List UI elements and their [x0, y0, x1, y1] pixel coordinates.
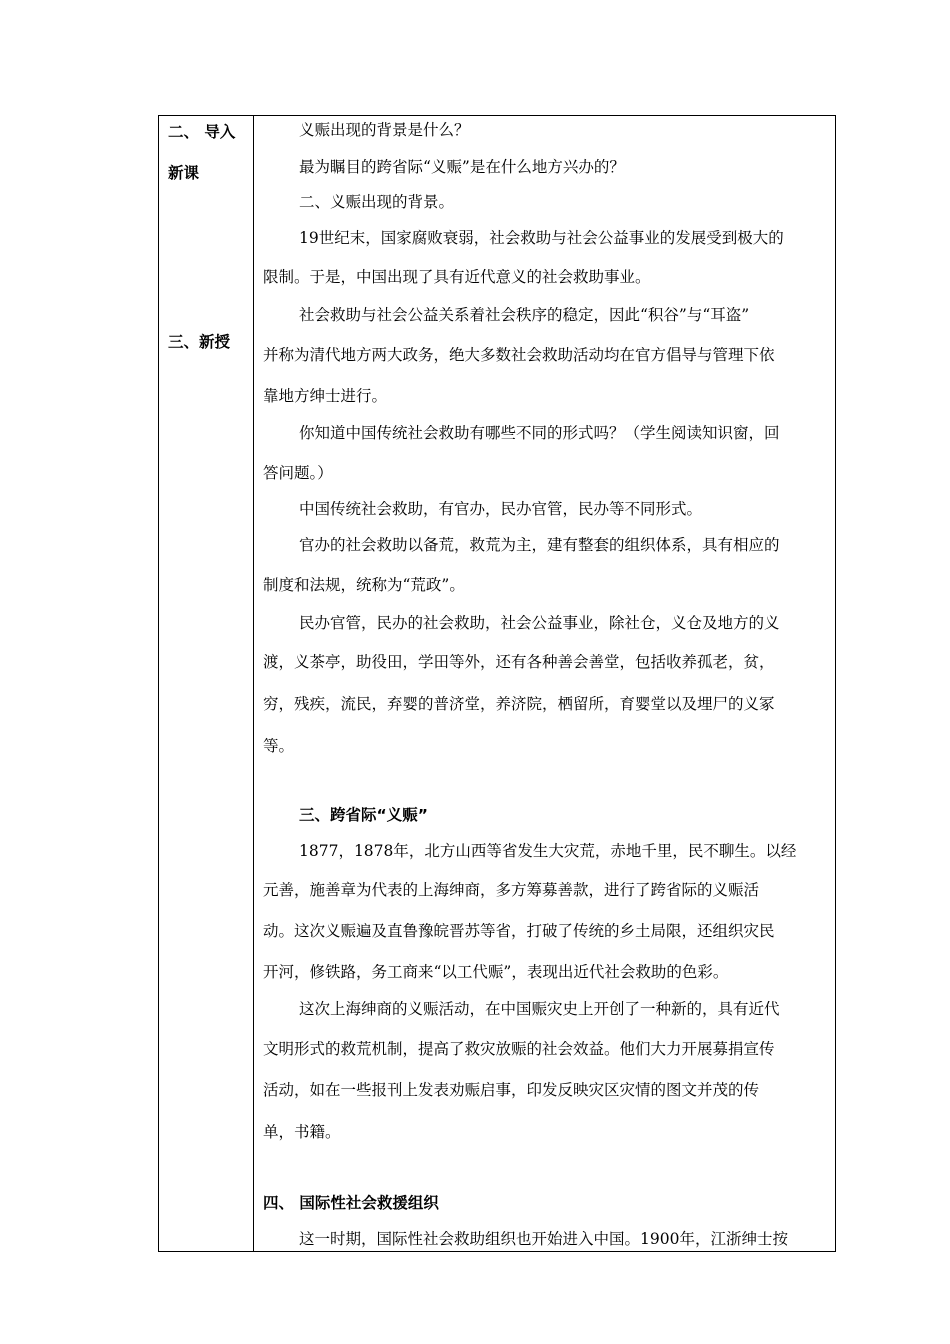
- text-line: 渡，义茶亭，助役田，学田等外，还有各种善会善堂，包括收养孤老，贫，: [263, 653, 775, 671]
- text-line: 社会救助与社会公益关系着社会秩序的稳定，因此“积谷”与“耳盗”: [299, 306, 750, 324]
- text-line: 二、义赈出现的背景。: [299, 193, 455, 211]
- text-line: 最为瞩目的跨省际“义赈”是在什么地方兴办的？: [299, 158, 625, 176]
- text-line: 你知道中国传统社会救助有哪些不同的形式吗？（学生阅读知识窗，回: [299, 424, 780, 442]
- text-line: 这次上海绅商的义赈活动，在中国赈灾史上开创了一种新的，具有近代: [299, 1000, 780, 1018]
- column-divider: [253, 116, 254, 1251]
- text-line: 动。这次义赈遍及直鲁豫皖晋苏等省，打破了传统的乡土局限，还组织灾民: [263, 922, 775, 940]
- text-line: 制度和法规，统称为“荒政”。: [263, 576, 465, 594]
- text-line: 文明形式的救荒机制，提高了救灾放赈的社会效益。他们大力开展募捐宣传: [263, 1040, 775, 1058]
- text-line: 限制。于是，中国出现了具有近代意义的社会救助事业。: [263, 268, 651, 286]
- text-line: 靠地方绅士进行。: [263, 387, 388, 405]
- text-line: 穷，残疾，流民，弃婴的普济堂，养济院，栖留所，育婴堂以及埋尸的义冢: [263, 695, 775, 713]
- section-heading: 三、跨省际“义赈”: [299, 806, 428, 824]
- text-line: 官办的社会救助以备荒，救荒为主，建有整套的组织体系，具有相应的: [299, 536, 780, 554]
- section-heading: 四、 国际性社会救援组织: [263, 1194, 439, 1212]
- text-line: 开河，修铁路，务工商来“以工代赈”，表现出近代社会救助的色彩。: [263, 963, 729, 981]
- text-line: 元善，施善章为代表的上海绅商，多方筹募善款，进行了跨省际的义赈活: [263, 881, 760, 899]
- text-line: 民办官管，民办的社会救助，社会公益事业，除社仓，义仓及地方的义: [299, 614, 780, 632]
- text-line: 答问题。）: [263, 464, 333, 482]
- text-line: 单，书籍。: [263, 1123, 341, 1141]
- label-intro-line1: 二、 导入: [168, 123, 236, 141]
- text-line: 中国传统社会救助，有官办，民办官管，民办等不同形式。: [299, 500, 703, 518]
- text-line: 并称为清代地方两大政务，绝大多数社会救助活动均在官方倡导与管理下依: [263, 346, 775, 364]
- lesson-table: [158, 115, 836, 1252]
- text-line: 活动，如在一些报刊上发表劝赈启事，印发反映灾区灾情的图文并茂的传: [263, 1081, 760, 1099]
- text-line: 义赈出现的背景是什么？: [299, 121, 470, 139]
- text-line: 等。: [263, 737, 295, 755]
- text-line: 1877，1878年，北方山西等省发生大灾荒，赤地千里，民不聊生。以经: [299, 842, 797, 860]
- text-line: 19世纪末，国家腐败衰弱，社会救助与社会公益事业的发展受到极大的: [299, 229, 784, 247]
- label-new-lesson: 三、新授: [168, 333, 231, 351]
- label-intro-line2: 新课: [168, 164, 200, 182]
- text-line: 这一时期，国际性社会救助组织也开始进入中国。1900年，江浙绅士按: [299, 1230, 788, 1248]
